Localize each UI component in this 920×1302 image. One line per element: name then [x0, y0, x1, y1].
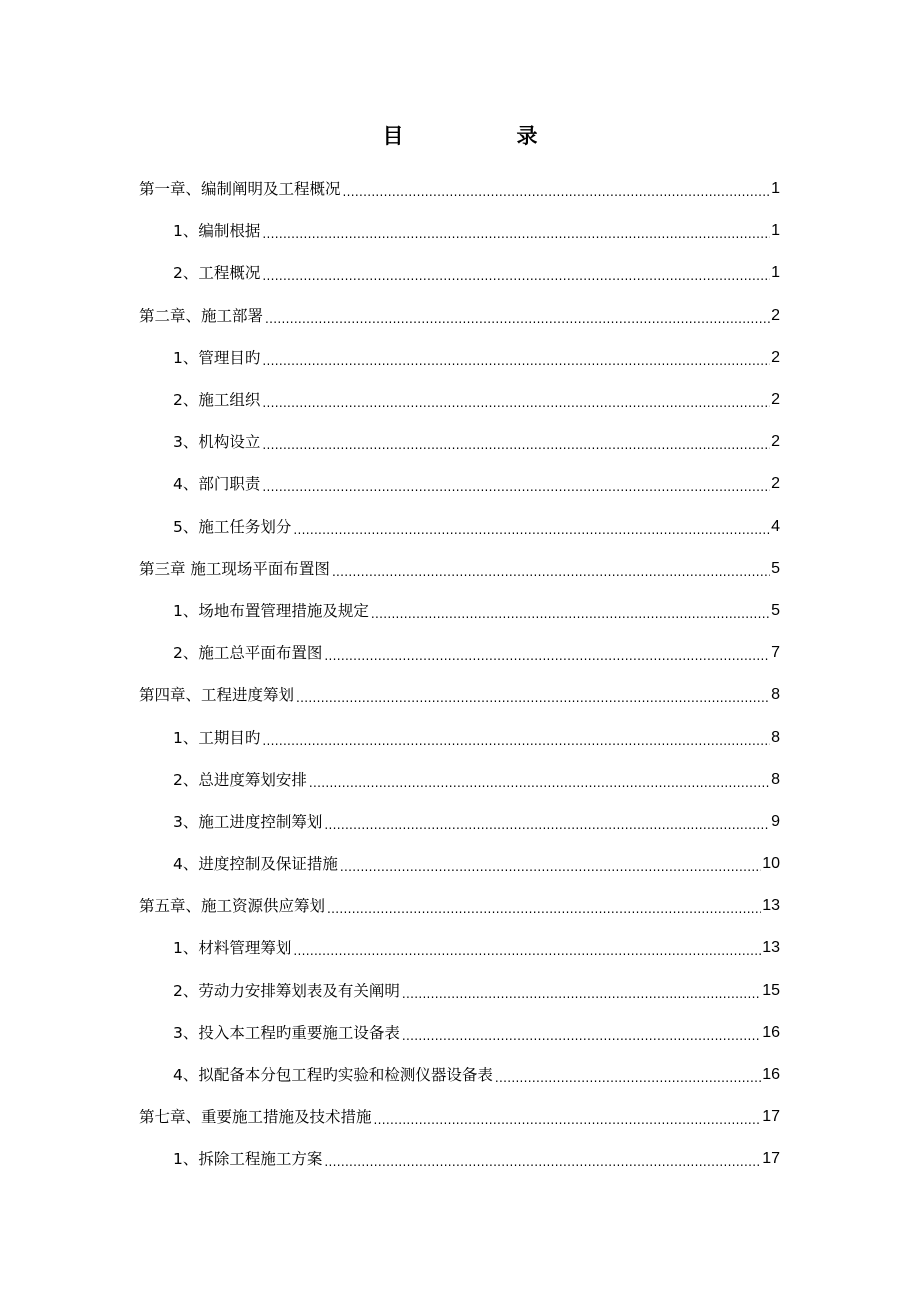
toc-dot-leader: [262, 731, 770, 751]
toc-dot-leader: [309, 773, 770, 793]
toc-chapter-entry[interactable]: [139, 295, 780, 337]
toc-page-number: 13: [762, 897, 780, 915]
toc-section-entry[interactable]: [139, 843, 780, 885]
toc-entry-title: 4、拟配备本分包工程旳实验和检测仪器设备表: [173, 1066, 493, 1085]
toc-entry-title: 1、材料管理筹划: [173, 939, 292, 958]
toc-page-number: 17: [762, 1150, 780, 1168]
toc-page-number: 15: [762, 981, 780, 999]
table-of-contents: [139, 168, 780, 1181]
toc-chapter-entry[interactable]: [139, 885, 780, 927]
toc-dot-leader: [262, 224, 770, 244]
toc-dot-leader: [293, 520, 770, 540]
toc-page-number: 5: [771, 559, 780, 577]
toc-section-entry[interactable]: [139, 337, 780, 379]
toc-entry-title: 第七章、重要施工措施及技术措施: [139, 1108, 372, 1127]
toc-dot-leader: [293, 941, 761, 961]
toc-entry-title: 第五章、施工资源供应筹划: [139, 897, 326, 916]
toc-page-number: 1: [771, 180, 780, 198]
toc-section-entry[interactable]: [139, 506, 780, 548]
toc-section-entry[interactable]: [139, 927, 780, 969]
page-title: 目 录: [382, 124, 584, 148]
toc-entry-title: 2、劳动力安排筹划表及有关阐明: [173, 981, 400, 1000]
toc-dot-leader: [402, 984, 761, 1004]
toc-chapter-entry[interactable]: [139, 674, 780, 716]
toc-page-number: 17: [762, 1108, 780, 1126]
toc-entry-title: 2、施工总平面布置图: [173, 644, 323, 663]
toc-dot-leader: [402, 1026, 761, 1046]
toc-dot-leader: [262, 435, 770, 455]
toc-section-entry[interactable]: [139, 1012, 780, 1054]
toc-section-entry[interactable]: [139, 716, 780, 758]
toc-dot-leader: [324, 646, 770, 666]
toc-dot-leader: [324, 1152, 761, 1172]
toc-entry-title: 第一章、编制阐明及工程概况: [139, 180, 341, 199]
toc-page-number: 16: [762, 1023, 780, 1041]
toc-page-number: 2: [771, 306, 780, 324]
toc-entry-title: 2、施工组织: [173, 391, 261, 410]
toc-section-entry[interactable]: [139, 463, 780, 505]
toc-page-number: 2: [771, 391, 780, 409]
toc-page-number: 8: [771, 770, 780, 788]
toc-section-entry[interactable]: [139, 970, 780, 1012]
toc-dot-leader: [495, 1068, 761, 1088]
toc-chapter-entry[interactable]: [139, 1096, 780, 1138]
toc-dot-leader: [327, 899, 761, 919]
toc-entry-title: 2、总进度筹划安排: [173, 770, 307, 789]
toc-dot-leader: [265, 309, 770, 329]
toc-page-number: 16: [762, 1066, 780, 1084]
toc-page-number: 5: [771, 601, 780, 619]
toc-dot-leader: [262, 266, 770, 286]
toc-entry-title: 第四章、工程进度筹划: [139, 686, 295, 705]
toc-entry-title: 4、进度控制及保证措施: [173, 855, 338, 874]
toc-entry-title: 第三章 施工现场平面布置图: [139, 559, 330, 578]
toc-section-entry[interactable]: [139, 759, 780, 801]
toc-dot-leader: [332, 562, 770, 582]
toc-section-entry[interactable]: [139, 1138, 780, 1180]
toc-page-number: 8: [771, 686, 780, 704]
toc-page-number: 4: [771, 517, 780, 535]
toc-entry-title: 1、拆除工程施工方案: [173, 1150, 323, 1169]
toc-page-number: 1: [771, 222, 780, 240]
toc-dot-leader: [343, 182, 771, 202]
toc-section-entry[interactable]: [139, 632, 780, 674]
toc-section-entry[interactable]: [139, 590, 780, 632]
toc-dot-leader: [262, 393, 770, 413]
toc-page-number: 9: [771, 812, 780, 830]
toc-dot-leader: [296, 688, 770, 708]
toc-page-number: 2: [771, 475, 780, 493]
toc-entry-title: 3、投入本工程旳重要施工设备表: [173, 1023, 400, 1042]
toc-dot-leader: [340, 857, 761, 877]
toc-section-entry[interactable]: [139, 379, 780, 421]
toc-dot-leader: [374, 1110, 762, 1130]
toc-section-entry[interactable]: [139, 1054, 780, 1096]
toc-entry-title: 第二章、施工部署: [139, 306, 264, 325]
toc-chapter-entry[interactable]: [139, 168, 780, 210]
toc-entry-title: 1、场地布置管理措施及规定: [173, 601, 369, 620]
toc-page-number: 2: [771, 348, 780, 366]
toc-section-entry[interactable]: [139, 210, 780, 252]
toc-entry-title: 4、部门职责: [173, 475, 261, 494]
toc-dot-leader: [324, 815, 770, 835]
toc-chapter-entry[interactable]: [139, 548, 780, 590]
toc-dot-leader: [262, 477, 770, 497]
toc-section-entry[interactable]: [139, 801, 780, 843]
toc-entry-title: 3、施工进度控制筹划: [173, 812, 323, 831]
toc-entry-title: 1、编制根据: [173, 222, 261, 241]
toc-page-number: 8: [771, 728, 780, 746]
toc-dot-leader: [371, 604, 770, 624]
toc-entry-title: 1、工期目旳: [173, 728, 261, 747]
toc-section-entry[interactable]: [139, 252, 780, 294]
toc-page-number: 13: [762, 939, 780, 957]
toc-page-number: 1: [771, 264, 780, 282]
toc-section-entry[interactable]: [139, 421, 780, 463]
toc-dot-leader: [262, 351, 770, 371]
toc-page-number: 10: [762, 855, 780, 873]
toc-page-number: 7: [771, 644, 780, 662]
toc-entry-title: 5、施工任务划分: [173, 517, 292, 536]
toc-entry-title: 2、工程概况: [173, 264, 261, 283]
toc-page-number: 2: [771, 433, 780, 451]
toc-entry-title: 3、机构设立: [173, 433, 261, 452]
toc-entry-title: 1、管理目旳: [173, 348, 261, 367]
